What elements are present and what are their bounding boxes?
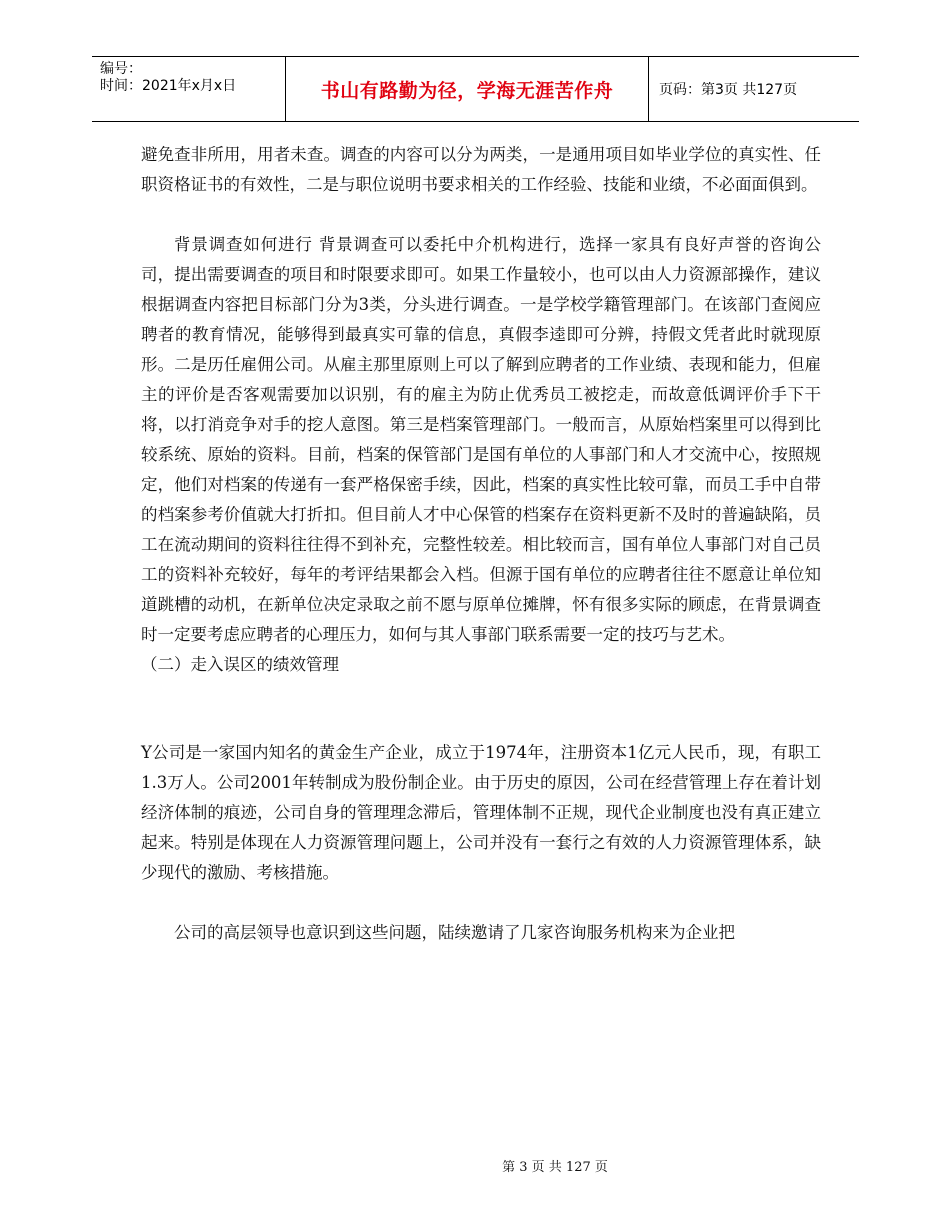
paragraph-1: 避免查非所用，用者未查。调查的内容可以分为两类，一是通用项目如毕业学位的真实性、任职资格证书的有效性，二是与职位说明书要求相关的工作经验、技能和业绩，不必面面俱到。 bbox=[141, 145, 821, 194]
page-header bbox=[92, 56, 859, 122]
paragraph-spacer bbox=[141, 200, 821, 230]
header-page-number: 页码：第3页 共127页 bbox=[659, 82, 798, 98]
paragraph-3: Y公司是一家国内知名的黄金生产企业，成立于1974年，注册资本1亿元人民币，现，有职工1.3万人。公司2001年转制成为股份制企业。由于历史的原因，公司在经营管理上存在着计划经济体制的痕迹，公司自身的管理理念滞后，管理体制不正规，现代企业制度也没有真正建立起来。特别是体现在人力资源管理问题上，公司并没有一套行之有效的人力资源管理体系，缺少现代的激励、考核措施。 bbox=[141, 743, 821, 882]
header-meta bbox=[92, 57, 286, 121]
document-time-label: 时间：2021年x月x日 bbox=[100, 78, 237, 94]
section-heading: （二）走入误区的绩效管理 bbox=[141, 655, 339, 674]
paragraph-spacer bbox=[141, 888, 821, 918]
header-motto: 书山有路勤为径，学海无涯苦作舟 bbox=[286, 57, 649, 121]
section-spacer bbox=[141, 680, 821, 738]
page-footer: 第 3 页 共 127 页 bbox=[502, 1160, 608, 1175]
document-body bbox=[141, 140, 821, 948]
paragraph-4: 公司的高层领导也意识到这些问题，陆续邀请了几家咨询服务机构来为企业把 bbox=[174, 923, 735, 942]
document-number-label: 编号： bbox=[100, 61, 142, 77]
paragraph-2: 背景调查如何进行 背景调查可以委托中介机构进行，选择一家具有良好声誉的咨询公司，提出需要调查的项目和时限要求即可。如果工作量较小，也可以由人力资源部操作，建议根据调查内容把目标部门分为3类，分头进行调查。一是学校学籍管理部门。在该部门查阅应聘者的教育情况，能够得到最真实可靠的信息，真假李逵即可分辨，持假文凭者此时就现原形。二是历任雇佣公司。从雇主那里原则上可以了解到应聘者的工作业绩、表现和能力，但雇主的评价是否客观需要加以识别，有的雇主为防止优秀员工被挖走，而故意低调评价手下干将，以打消竞争对手的挖人意图。第三是档案管理部门。一般而言，从原始档案里可以得到比较系统、原始的资料。目前，档案的保管部门是国有单位的人事部门和人才交流中心，按照规定，他们对档案的传递有一套严格保密手续，因此，档案的真实性比较可靠，而员工手中自带的档案参考价值就大打折扣。但目前人才中心保管的档案存在资料更新不及时的普遍缺陷，员工在流动期间的资料往往得不到补充，完整性较差。相比较而言，国有单位人事部门对自己员工的资料补充较好，每年的考评结果都会入档。但源于国有单位的应聘者往往不愿意让单位知道跳槽的动机，在新单位决定录取之前不愿与原单位摊牌，怀有很多实际的顾虑，在背景调查时一定要考虑应聘者的心理压力，如何与其人事部门联系需要一定的技巧与艺术。 bbox=[141, 235, 821, 644]
